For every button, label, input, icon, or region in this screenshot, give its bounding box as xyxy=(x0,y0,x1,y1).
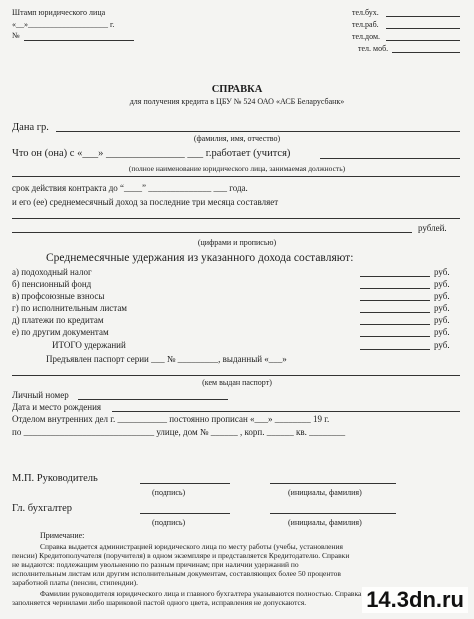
head-signature-label: М.П. Руководитель xyxy=(12,473,98,484)
employer-hint: (полное наименование юридического лица, занимаемая должность) xyxy=(128,164,346,173)
note-line: пенсии) Кредитополучателя (поручителя) в одном экземпляре и представляется Кредитодателю. Справки xyxy=(12,551,350,560)
deduction-unit: руб. xyxy=(434,291,450,301)
initials-hint: (инициалы, фамилия) xyxy=(288,488,362,497)
note-line: Справка выдается администрацией юридического лица по месту работы (учебы, установления xyxy=(40,542,343,551)
head-name-line xyxy=(270,483,396,484)
signature-hint: (подпись) xyxy=(152,488,186,497)
contract-line: срок действия контракта до “____” ______________ ___ года. xyxy=(12,183,248,193)
phone-home-label: тел.дом. xyxy=(352,32,381,41)
accountant-signature-line xyxy=(140,513,230,514)
deduction-label: г) по исполнительным листам xyxy=(12,303,128,313)
number-label: № xyxy=(12,31,20,40)
phone-mobile-label: тел. моб. xyxy=(358,44,389,53)
deduction-unit: руб. xyxy=(434,267,450,277)
phone-home-line xyxy=(386,40,460,41)
head-signature-line xyxy=(140,483,230,484)
deduction-line xyxy=(360,300,430,301)
note-line: исполнительным листам или другим исполнительным документам, составляющих более 50 процентов xyxy=(12,569,341,578)
note-line: не выдаются: подлежащим увольнению по разным причинам; при наличии удержаний по xyxy=(12,560,299,569)
deduction-line xyxy=(360,336,430,337)
total-deductions-unit: руб. xyxy=(434,340,450,350)
date-line: «__»____________________ г. xyxy=(12,20,115,29)
deduction-label: в) профсоюзные взносы xyxy=(12,291,105,301)
income-line-2 xyxy=(12,232,412,233)
phone-accountant-line xyxy=(386,16,460,17)
birth-label: Дата и место рождения xyxy=(12,402,102,412)
deduction-label: б) пенсионный фонд xyxy=(12,279,92,289)
passport-issuer-line xyxy=(12,375,460,376)
passport-issuer-hint: (кем выдан паспорт) xyxy=(202,378,272,387)
accountant-signature-label: Гл. бухгалтер xyxy=(12,503,73,514)
note-line: заполняется чернилами либо шариковой пастой одного цвета, исправления не допускаются. xyxy=(12,598,307,607)
deductions-heading: Среднемесячные удержания из указанного дохода составляют: xyxy=(46,252,354,264)
deduction-unit: руб. xyxy=(434,279,450,289)
accountant-name-line xyxy=(270,513,396,514)
phone-work-line xyxy=(386,28,460,29)
phone-accountant-label: тел.бух. xyxy=(352,8,379,17)
note-line: Фамилии руководителя юридического лица и главного бухгалтера указываются полностью. Справка xyxy=(40,589,362,598)
total-deductions-label: ИТОГО удержаний xyxy=(52,340,126,350)
works-since-line: Что он (она) с «___» _______________ ___ г.работает (учится) xyxy=(12,148,291,159)
income-line-1 xyxy=(12,218,460,219)
deduction-label: д) платежи по кредитам xyxy=(12,315,104,325)
employer-line xyxy=(320,158,460,159)
deduction-line xyxy=(360,324,430,325)
income-line: и его (ее) среднемесячный доход за последние три месяца составляет xyxy=(12,197,279,207)
deduction-line xyxy=(360,312,430,313)
total-deductions-line xyxy=(360,349,430,350)
deduction-label: а) подоходный налог xyxy=(12,267,92,277)
dept-line: Отделом внутренних дел г. ___________ постоянно прописан «___» ________ 19 г. xyxy=(12,414,330,424)
deduction-line xyxy=(360,288,430,289)
number-underline xyxy=(24,40,134,41)
passport-line: Предъявлен паспорт серии ___ № _________, выданный «___» xyxy=(46,354,287,364)
birth-line xyxy=(112,411,460,412)
stamp-label: Штамп юридического лица xyxy=(12,8,106,17)
name-hint: (фамилия, имя, отчество) xyxy=(193,134,281,143)
phone-mobile-line xyxy=(392,52,460,53)
amount-hint: (цифрами и прописью) xyxy=(197,238,277,247)
issued-to-line xyxy=(56,131,460,132)
phone-work-label: тел.раб. xyxy=(352,20,379,29)
issued-to-label: Дана гр. xyxy=(12,122,49,133)
note-heading: Примечание: xyxy=(40,531,85,540)
note-line: заработной платы (пенсии, стипендии). xyxy=(12,578,139,587)
document-title: СПРАВКА xyxy=(211,84,263,95)
rubles-label: рублей. xyxy=(418,223,447,233)
site-watermark: 14.3dn.ru xyxy=(362,587,468,613)
initials-hint: (инициалы, фамилия) xyxy=(288,518,362,527)
document-subtitle: для получения кредита в ЦБУ № 524 ОАО «АСБ Беларусбанк» xyxy=(129,97,345,106)
deduction-unit: руб. xyxy=(434,327,450,337)
employer-line-2 xyxy=(12,176,460,177)
address-line: по _____________________________ улице, дом № ______ , корп. ______ кв. ________ xyxy=(12,427,346,437)
personal-number-label: Личный номер xyxy=(12,390,69,400)
deduction-label: е) по другим документам xyxy=(12,327,109,337)
deduction-unit: руб. xyxy=(434,303,450,313)
personal-number-line xyxy=(78,399,228,400)
signature-hint: (подпись) xyxy=(152,518,186,527)
deduction-unit: руб. xyxy=(434,315,450,325)
deduction-line xyxy=(360,276,430,277)
